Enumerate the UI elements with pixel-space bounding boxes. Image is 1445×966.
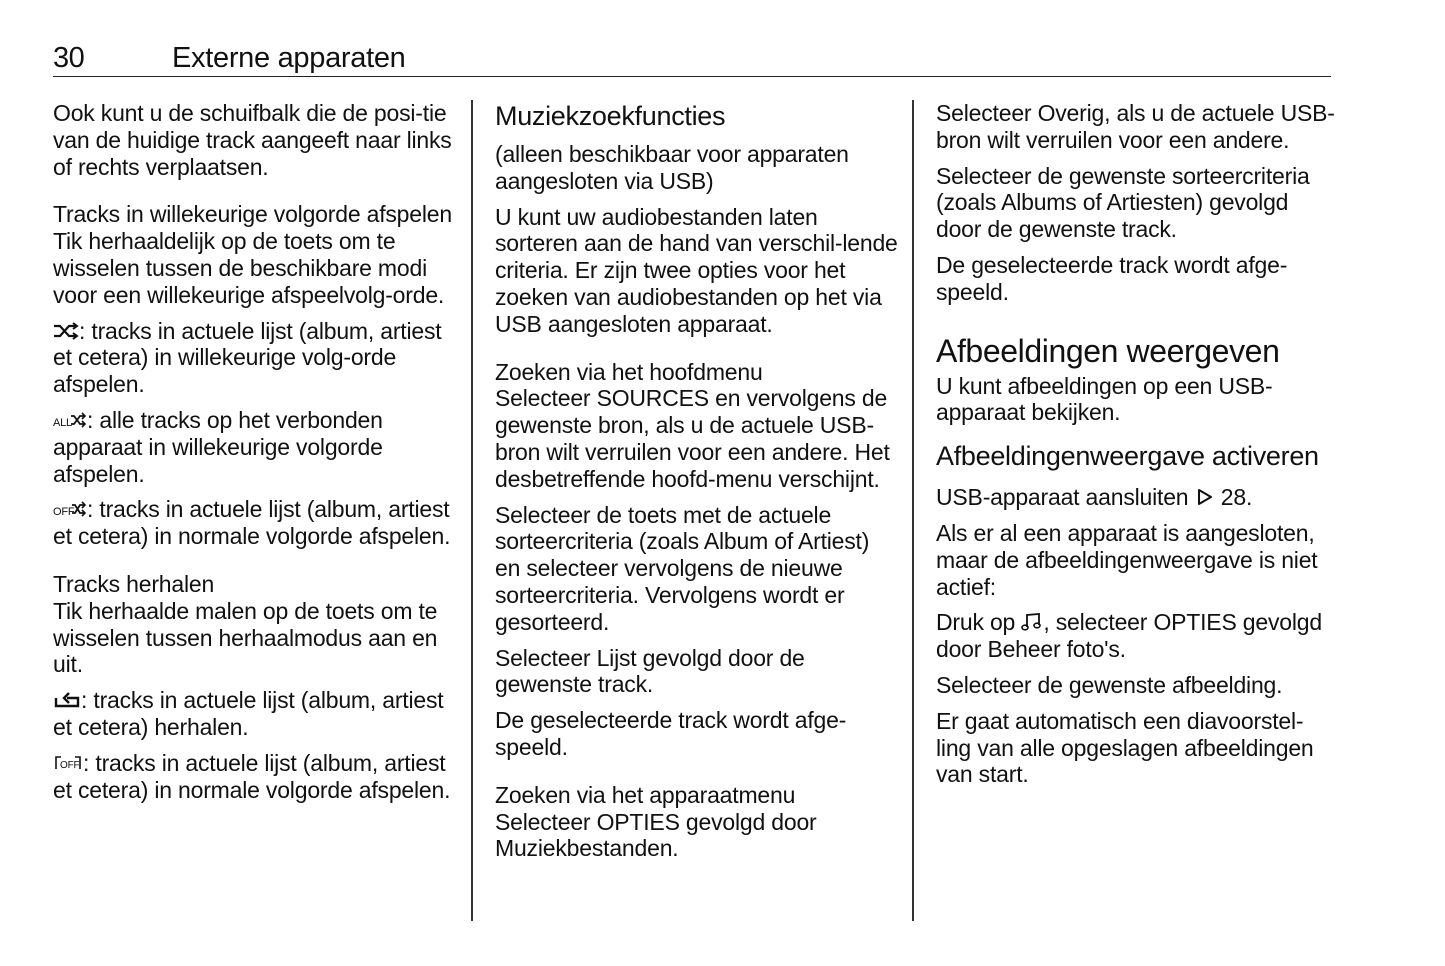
activate-heading: Afbeeldingenweergave activeren [936,441,1319,472]
music-note-icon [1021,612,1043,632]
other-source-text: Selecteer Overig, als u de actuele USB-bron wilt verruilen voor een andere. [936,100,1335,153]
shuffle-heading: Tracks in willekeurige volgorde afspelen [53,201,452,228]
main-menu-step2: Selecteer de toets met de actuele sorteercriteria (zoals Album of Artiest) en selecteer vervolgens de nieuwe sorteercriteria. Vervolgens wordt er gesorteerd. [495,501,870,635]
repeat-off-icon [53,753,83,773]
sort-intro: U kunt uw audiobestanden laten sorteren aan de hand van verschil-lende criteria. Er zijn twee opties voor het zoeken van audiobestanden op het via USB aangesloten apparaat. [495,203,898,337]
repeat-item-on: : tracks in actuele lijst (album, artiest et cetera) herhalen. [53,687,444,740]
device-menu-step1: Selecteer OPTIES gevolgd door Muziekbestanden. [495,808,817,862]
repeat-text: Tik herhaalde malen op de toets om te wisselen tussen herhaalmodus aan en uit. [53,597,438,678]
repeat-item-off: OFF : tracks in actuele lijst (album, artiest et cetera) in normale volgorde afspelen. [53,749,451,803]
usb-note: (alleen beschikbaar voor apparaten aangesloten via USB) [495,141,849,194]
connect-usb-text: USB-apparaat aansluiten 28. [936,484,1253,511]
select-image-text: Selecteer de gewenste afbeelding. [936,671,1283,698]
repeat-icon [53,690,81,710]
already-connected-text: Als er al een apparaat is aangesloten, maar de afbeeldingenweergave is niet actief: [936,519,1318,600]
shuffle-item-current: : tracks in actuele lijst (album, artiest et cetera) in willekeurige volg-orde afspelen. [53,317,442,398]
slideshow-text: Er gaat automatisch een diavoorstel-ling van alle opgeslagen afbeeldingen van start. [936,707,1314,788]
column-left [53,100,453,803]
column-divider [912,100,914,921]
arrow-reference-icon [1195,487,1215,507]
main-menu-heading: Zoeken via het hoofdmenu [495,358,763,385]
options-button-label: OPTIES [596,808,680,835]
shuffle-all-icon [53,410,87,430]
main-menu-step3: Selecteer Lijst gevolgd door de gewenste track. [495,644,805,698]
page-header [53,40,1331,77]
album-button-label: Album [703,528,769,555]
shuffle-item-all: ALL : alle tracks op het verbonden apparaat in willekeurige volgorde afspelen. [53,406,383,487]
page-number: 30 [53,42,85,74]
music-files-button-label: Muziekbestanden [495,835,673,862]
manage-photos-button-label: Beheer foto's [987,636,1120,663]
press-options-text: Druk op , selecteer OPTIES gevolgd door Beheer foto's. [936,609,1322,663]
track-played-text: De geselecteerde track wordt afge-speeld. [936,251,1288,305]
column-middle [495,100,900,862]
svg-text:ALL: ALL [53,416,72,429]
shuffle-icon [53,321,79,341]
sources-button-label: SOURCES [596,385,709,412]
repeat-heading: Tracks herhalen [53,570,215,597]
images-intro: U kunt afbeeldingen op een USB-apparaat bekijken. [936,372,1273,426]
sort-criteria-text: Selecteer de gewenste sorteercriteria (zoals Albums of Artiesten) gevolgd door de gewenste track. [936,162,1310,243]
artists-button-label: Artiesten [1106,189,1196,216]
list-button-label: Lijst [596,644,637,671]
music-search-heading: Muziekzoekfuncties [495,101,726,131]
svg-text:OFF: OFF [60,759,80,771]
artist-button-label: Artiest [797,528,862,555]
albums-button-label: Albums [1001,189,1077,216]
shuffle-off-icon [53,499,87,519]
shuffle-item-off: OFF : tracks in actuele lijst (album, artiest et cetera) in normale volgorde afspelen. [53,496,451,550]
images-heading: Afbeeldingen weergeven [936,332,1280,369]
svg-text:OFF: OFF [53,506,75,519]
column-right [936,100,1336,788]
column-divider [471,100,473,921]
options-button-label: OPTIES [1153,609,1237,636]
device-menu-heading: Zoeken via het apparaatmenu [495,781,796,808]
other-button-label: Overig [1037,100,1105,126]
main-menu-step4: De geselecteerde track wordt afge-speeld. [495,707,847,760]
shuffle-text: Tik herhaaldelijk op de toets om te wisselen tussen de beschikbare modi voor een willekeurige afspeelvolg-orde. [53,228,445,308]
main-menu-step1: Selecteer SOURCES en vervolgens de gewenste bron, als u de actuele USB-bron wilt verruilen voor een andere. Het desbetreffende hoofd-menu verschijnt. [495,385,890,492]
chapter-title: Externe apparaten [172,42,406,74]
scrollbar-intro: Ook kunt u de schuifbalk die de posi-tie van de huidige track aangeeft naar links of rechts verplaatsen. [53,100,452,180]
